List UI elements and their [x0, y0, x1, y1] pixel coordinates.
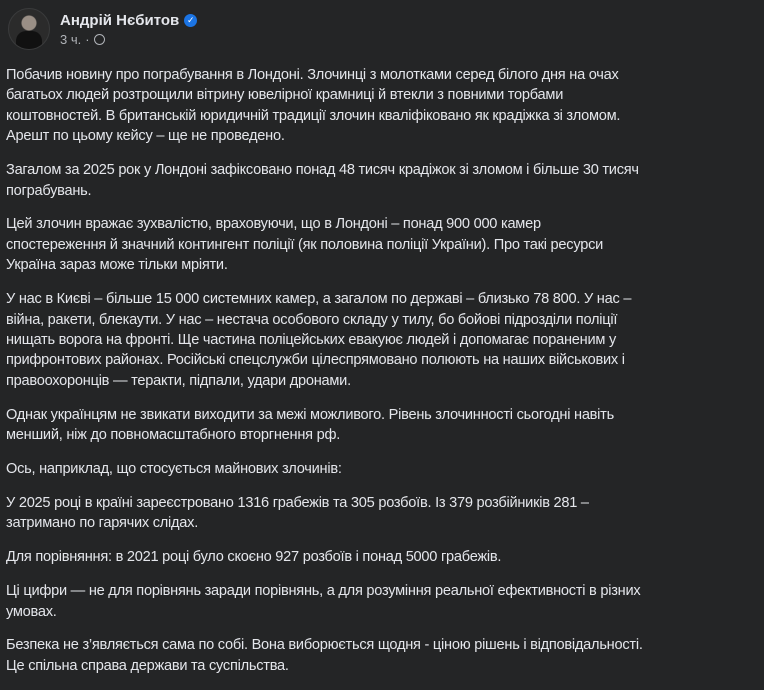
post-paragraph	[6, 214, 760, 275]
post-paragraph	[6, 459, 760, 479]
post-line: Однак українцям не звикати виходити за межі можливого. Рівень злочинності сьогодні навіть	[6, 406, 614, 423]
post-line: Україна зараз може тільки мріяти.	[6, 257, 228, 274]
post-subline	[60, 32, 197, 47]
post-line: Це спільна справа держави та суспільства.	[6, 657, 289, 674]
post-line: Побачив новину про пограбування в Лондоні. Злочинці з молотками серед білого дня на очах	[6, 67, 619, 83]
post-line: Арешт по цьому кейсу – ще не проведено.	[6, 128, 285, 145]
post-paragraph	[6, 160, 760, 201]
post-paragraph	[6, 493, 760, 534]
post-paragraph	[6, 581, 760, 622]
post-line: коштовностей. В британській юридичній традиції злочин кваліфіковано як крадіжка зі зломом.	[6, 107, 621, 124]
post-line: правоохоронців — теракти, підпали, удари дронами.	[6, 372, 351, 389]
post-time[interactable]: 3 ч.	[60, 31, 82, 47]
post-line: Цей злочин вражає зухвалістю, враховуючи, що в Лондоні – понад 900 000 камер	[6, 216, 541, 233]
post-line: Ці цифри — не для порівнянь заради порівнянь, а для розуміння реальної ефективності в різних	[6, 583, 641, 600]
author-name[interactable]: Андрій Нєбитов	[60, 11, 180, 29]
separator: ·	[85, 31, 90, 47]
post-paragraph	[6, 289, 760, 391]
post-line: прифронтових районах. Російські спецслужби цілеспрямовано полюють на наших військових і	[6, 352, 625, 369]
post-paragraph	[6, 547, 760, 567]
post-line: пограбувань.	[6, 182, 92, 199]
globe-icon	[94, 34, 105, 45]
post-line: спостереження й значний контингент поліції (як половина поліції України). Про такі ресурси	[6, 236, 604, 253]
post-line: умовах.	[6, 603, 57, 620]
post-text	[6, 65, 760, 690]
post-line: У нас в Києві – більше 15 000 системних камер, а загалом по державі – близько 78 800. У нас –	[6, 291, 632, 308]
post-line: нищать ворога на фронті. Ще частина поліцейських евакуює людей і допомагає пораненим у	[6, 331, 617, 348]
post-paragraph	[6, 635, 760, 676]
post-paragraph	[6, 65, 760, 147]
post-line: багатьох людей розтрощили вітрину ювелірної крамниці й втекли з повними торбами	[6, 87, 564, 104]
post-line: Ось, наприклад, що стосується майнових злочинів:	[6, 461, 342, 477]
post-line: У 2025 році в країні зареєстровано 1316 грабежів та 305 розбоїв. Із 379 розбійників 281 –	[6, 494, 589, 511]
post-header	[8, 8, 197, 50]
post-paragraph	[6, 405, 760, 446]
author-row	[60, 12, 197, 29]
post-line: Безпека не з’являється сама по собі. Вона виборюється щодня - ціною рішень і відповідальності.	[6, 637, 643, 654]
post-line: Для порівняння: в 2021 році було скоєно 927 розбоїв і понад 5000 грабежів.	[6, 549, 502, 566]
post-meta	[60, 12, 197, 47]
post-line: війна, ракети, блекаути. У нас – нестача особового складу у тилу, бо бойові підрозділи поліції	[6, 311, 618, 328]
post-line: менший, ніж до повномасштабного вторгнення рф.	[6, 427, 341, 444]
avatar[interactable]	[8, 8, 50, 50]
verified-badge-icon: ✓	[184, 14, 197, 27]
post-line: Загалом за 2025 рок у Лондоні зафіксовано понад 48 тисяч крадіжок зі зломом і більше 30 тисяч	[6, 162, 639, 179]
post-line: затримано по гарячих слідах.	[6, 515, 199, 532]
